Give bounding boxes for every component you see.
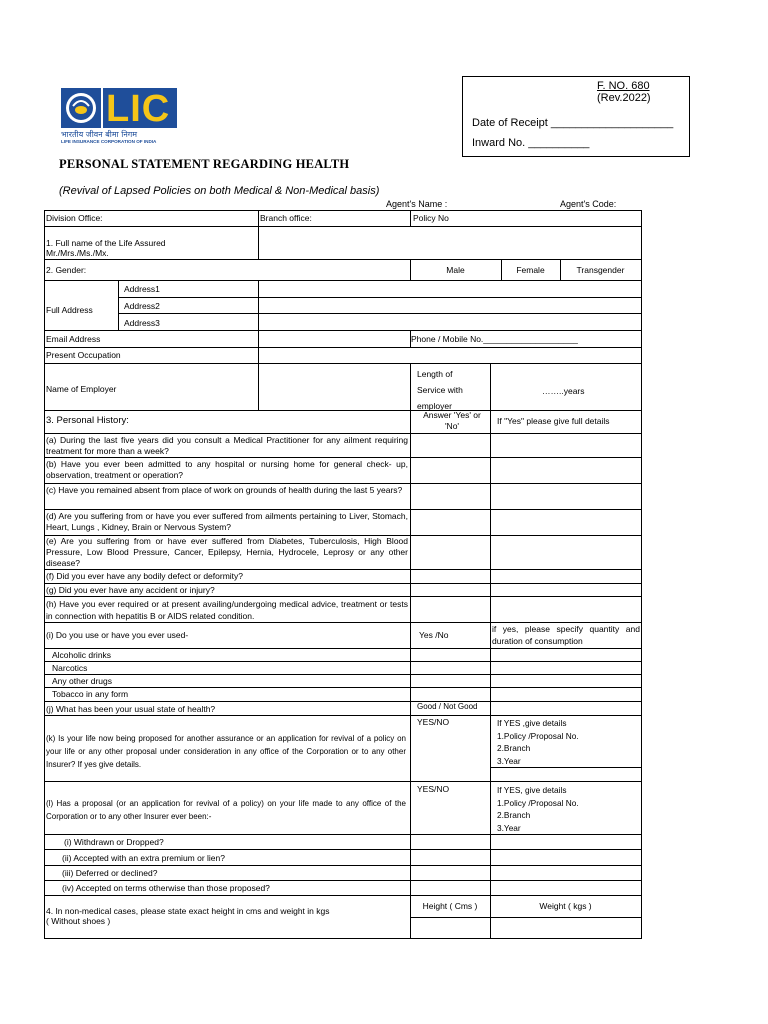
- qi-item-narcotics: Narcotics: [52, 663, 88, 673]
- weight-header: Weight ( kgs ): [539, 901, 592, 911]
- history-e: (e) Are you suffering from or have ever suffered from Diabetes, Tuberculosis, High Blood Pressure, Low Blood Pressure, Cancer, Epilepsy, Hernia, Hydrocele, Leprosy or any other disease?: [46, 536, 408, 568]
- occupation-label: Present Occupation: [46, 350, 121, 360]
- address1-label: Address1: [124, 284, 160, 294]
- gender-label: 2. Gender:: [46, 265, 87, 275]
- history-h: (h) Have you ever required or at present availing/undergoing medical advice, treatment or tests in connection with hepatitis B or AIDS related condition.: [46, 599, 408, 621]
- history-f: (f) Did you ever have any bodily defect or deformity?: [46, 571, 244, 581]
- form-title: PERSONAL STATEMENT REGARDING HEALTH: [59, 157, 350, 171]
- phone-field[interactable]: Phone / Mobile No.____________________: [411, 334, 578, 344]
- gender-transgender-option[interactable]: Transgender: [576, 265, 625, 275]
- lic-english-name: LIFE INSURANCE CORPORATION OF INDIA: [61, 139, 157, 144]
- email-field[interactable]: [260, 332, 409, 346]
- details-column-header: If "Yes" please give full details: [497, 416, 610, 426]
- full-name-field[interactable]: [260, 228, 640, 258]
- form-number: F. NO. 680: [597, 80, 650, 92]
- q4-note: ( Without shoes ): [46, 916, 111, 926]
- qi-item-tobacco: Tobacco in any form: [52, 689, 129, 699]
- personal-history-label: 3. Personal History:: [46, 415, 129, 426]
- ql-item-deferred: (iii) Deferred or declined?: [62, 868, 158, 878]
- qk-label: (k) Is your life now being proposed for another assurance or an application for revival of a policy on your life or any other proposal under consideration in any office of the Corporation or to any other Insurer? If yes give details.: [46, 734, 406, 769]
- employer-label: Name of Employer: [46, 384, 117, 394]
- lic-wordmark: LIC: [103, 88, 177, 128]
- ql-label: (l) Has a proposal (or an application for revival of a policy) on your life made to any office of the Corporation or to any other Insurer ever been:-: [46, 799, 406, 821]
- email-label: Email Address: [46, 334, 101, 344]
- qi-item-alcohol: Alcoholic drinks: [52, 650, 112, 660]
- ql-details: If YES, give details 1.Policy /Proposal No. 2.Branch 3.Year: [497, 785, 579, 833]
- lic-hindi-name: भारतीय जीवन बीमा निगम: [61, 130, 138, 139]
- division-office-label: Division Office:: [46, 213, 103, 223]
- qj-label: (j) What has been your usual state of health?: [46, 704, 216, 714]
- full-name-label: 1. Full name of the Life Assured: [46, 238, 166, 248]
- qi-answer-header: Yes /No: [419, 630, 449, 640]
- lic-logo: [61, 86, 177, 146]
- history-a: (a) During the last five years did you consult a Medical Practitioner for any ailment requiring treatment for more than a week?: [46, 435, 408, 456]
- ql-item-terms: (iv) Accepted on terms otherwise than those proposed?: [62, 883, 270, 893]
- inward-no-field[interactable]: Inward No. __________: [472, 137, 590, 149]
- gender-male-option[interactable]: Male: [446, 265, 465, 275]
- address3-label: Address3: [124, 318, 160, 328]
- history-g: (g) Did you ever have any accident or injury?: [46, 585, 215, 595]
- employer-field[interactable]: [260, 365, 409, 409]
- answer-column-header: Answer 'Yes' or 'No': [423, 410, 481, 431]
- address2-label: Address2: [124, 301, 160, 311]
- history-d: (d) Are you suffering from or have you ever suffered from ailments pertaining to Liver, Stomach, Heart, Lungs , Kidney, Brain or Nervous System?: [46, 511, 408, 532]
- qk-details: If YES ,give details 1.Policy /Proposal No. 2.Branch 3.Year: [497, 718, 579, 766]
- qi-details-header: if yes, please specify quantity and duration of consumption: [492, 624, 640, 646]
- ql-item-withdrawn: (i) Withdrawn or Dropped?: [64, 837, 164, 847]
- qi-item-drugs: Any other drugs: [52, 676, 113, 686]
- agent-name-label: Agent's Name :: [386, 199, 448, 209]
- height-field[interactable]: [412, 919, 489, 937]
- ql-answer-header: YES/NO: [417, 784, 450, 794]
- form-revision: (Rev.2022): [597, 92, 651, 104]
- policy-no-label: Policy No: [413, 213, 449, 223]
- occupation-field[interactable]: [260, 349, 640, 362]
- title-options: Mr./Mrs./Ms./Mx.: [46, 248, 109, 258]
- gender-female-option[interactable]: Female: [516, 265, 545, 275]
- date-of-receipt-field[interactable]: Date of Receipt ____________________: [472, 117, 674, 129]
- history-b: (b) Have you ever been admitted to any hospital or nursing home for general check- up, observation, treatment or operation?: [46, 459, 408, 480]
- full-address-label: Full Address: [46, 305, 93, 315]
- ql-item-extra-premium: (ii) Accepted with an extra premium or lien?: [62, 853, 225, 863]
- service-years-field[interactable]: ……..years: [542, 386, 585, 396]
- qj-answer-header: Good / Not Good: [417, 702, 478, 711]
- branch-office-label: Branch office:: [260, 213, 312, 223]
- history-c: (c) Have you remained absent from place of work on grounds of health during the last 5 years?: [46, 485, 403, 495]
- weight-field[interactable]: [492, 919, 640, 937]
- lic-emblem-icon: [61, 88, 101, 128]
- height-header: Height ( Cms ): [422, 901, 478, 911]
- q4-label: 4. In non-medical cases, please state exact height in cms and weight in kgs: [46, 906, 330, 916]
- agent-code-label: Agent's Code:: [560, 199, 617, 209]
- form-subtitle: (Revival of Lapsed Policies on both Medical & Non-Medical basis): [59, 185, 380, 197]
- qk-answer-header: YES/NO: [417, 717, 450, 727]
- service-length-label: Length of Service with employer: [417, 369, 463, 411]
- qi-label: (i) Do you use or have you ever used-: [46, 630, 189, 640]
- receipt-box: [462, 76, 690, 157]
